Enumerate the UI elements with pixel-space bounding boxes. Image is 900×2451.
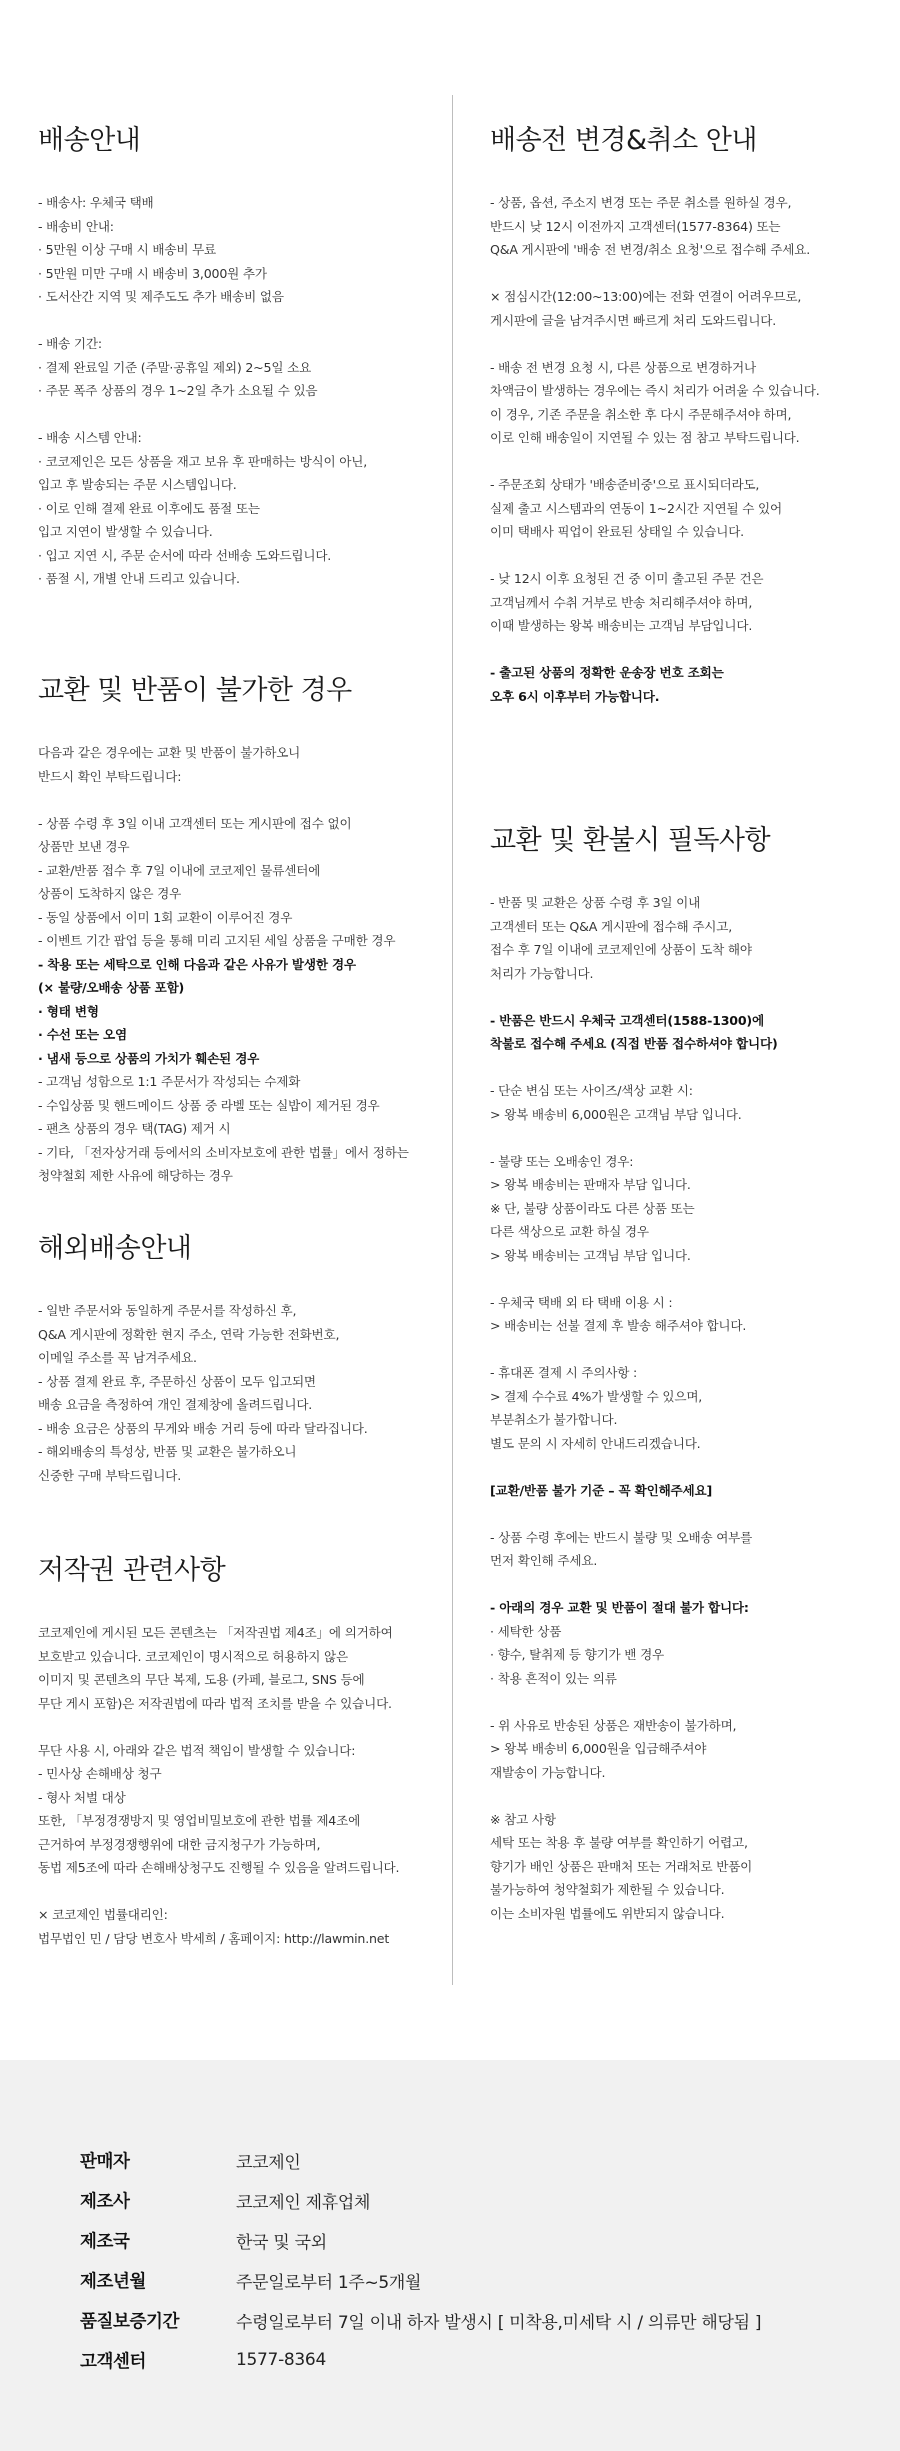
text-line: 무단 사용 시, 아래와 같은 법적 책임이 발생할 수 있습니다: [38, 1742, 356, 1758]
section-title: 배송전 변경&취소 안내 [490, 125, 757, 156]
line-spacer [490, 1056, 870, 1080]
line-spacer [38, 403, 438, 427]
text-line: · 5만원 미만 구매 시 배송비 3,000원 추가 [38, 265, 267, 281]
text-line: 동법 제5조에 따라 손해배상청구도 진행될 수 있음을 알려드립니다. [38, 1860, 400, 1875]
text-line: · 이로 인해 결제 완료 이후에도 품절 또는 [38, 500, 260, 516]
spec-row [80, 2220, 761, 2260]
spec-label: 제조국 [80, 2231, 130, 2252]
text-line: 법무법인 민 / 담당 변호사 박세희 / 홈페이지: http://lawmin.net [38, 1930, 390, 1946]
text-line: - 아래의 경우 교환 및 반품이 절대 불가 합니다: [490, 1600, 749, 1615]
text-line: × 코코제인 법률대리인: [38, 1907, 168, 1922]
text-line: 처리가 가능합니다. [490, 965, 594, 981]
text-line: 보호받고 있습니다. 코코제인이 명시적으로 허용하지 않은 [38, 1648, 348, 1664]
text-line: 상품이 도착하지 않은 경우 [38, 886, 182, 901]
text-line: 불가능하여 청약철회가 제한될 수 있습니다. [490, 1882, 725, 1897]
text-line: - 상품 수령 후에는 반드시 불량 및 오배송 여부를 [490, 1529, 753, 1545]
text-line: - 불량 또는 오배송인 경우: [490, 1153, 634, 1169]
text-line: ※ 참고 사항 [490, 1811, 556, 1827]
line-spacer [490, 1267, 870, 1291]
text-line: - 배송 시스템 안내: [38, 430, 142, 445]
text-line: 향기가 배인 상품은 판매처 또는 거래처로 반품이 [490, 1858, 753, 1874]
text-line: · 수선 또는 오염 [38, 1027, 127, 1042]
text-line: 이때 발생하는 왕복 배송비는 고객님 부담입니다. [490, 618, 753, 633]
section-title: 교환 및 환불시 필독사항 [490, 825, 771, 856]
text-line: 입고 후 발송되는 주문 시스템입니다. [38, 477, 237, 492]
text-line: 신중한 구매 부탁드립니다. [38, 1467, 182, 1483]
text-line: - 위 사유로 반송된 상품은 재반송이 불가하며, [490, 1717, 737, 1733]
text-line: - 착용 또는 세탁으로 인해 다음과 같은 사유가 발생한 경우 [38, 956, 356, 972]
text-line: - 고객님 성함으로 1:1 주문서가 작성되는 수제화 [38, 1074, 301, 1089]
text-line: - 동일 상품에서 이미 1회 교환이 이루어진 경우 [38, 909, 293, 925]
text-line: 별도 문의 시 자세히 안내드리겠습니다. [490, 1435, 701, 1451]
text-line: 게시판에 글을 남겨주시면 빠르게 처리 도와드립니다. [490, 312, 777, 328]
text-line: - 형사 처벌 대상 [38, 1789, 126, 1805]
spec-value: 수령일로부터 7일 이내 하자 발생시 [ 미착용,미세탁 시 / 의류만 해당됨 ] [236, 2312, 762, 2333]
line-spacer [38, 309, 438, 333]
text-line: · 품절 시, 개별 안내 드리고 있습니다. [38, 571, 240, 586]
text-line: > 왕복 배송비 6,000원을 입금해주셔야 [490, 1741, 707, 1756]
line-spacer [490, 1784, 870, 1808]
text-line: - 일반 주문서와 동일하게 주문서를 작성하신 후, [38, 1303, 297, 1318]
text-line: - 수입상품 및 핸드메이드 상품 중 라벨 또는 실밥이 제거된 경우 [38, 1097, 380, 1113]
section-title: 저작권 관련사항 [38, 1555, 226, 1586]
text-line: 차액금이 발생하는 경우에는 즉시 처리가 어려울 수 있습니다. [490, 383, 820, 398]
line-spacer [490, 985, 870, 1009]
no-exchange-section [38, 668, 438, 1188]
line-spacer [38, 1715, 438, 1739]
spec-value: 코코제인 제휴업체 [236, 2192, 371, 2213]
spec-label: 판매자 [80, 2151, 130, 2172]
text-line: · 도서산간 지역 및 제주도도 추가 배송비 없음 [38, 289, 284, 304]
section-title: 배송안내 [38, 125, 141, 156]
text-line: 입고 지연이 발생할 수 있습니다. [38, 524, 213, 539]
text-line: - 배송비 안내: [38, 218, 114, 234]
text-line: 고객센터 또는 Q&A 게시판에 접수해 주시고, [490, 918, 733, 934]
text-line: 오후 6시 이후부터 가능합니다. [490, 688, 660, 704]
product-info-footer [0, 2060, 900, 2451]
text-line: - 민사상 손해배상 청구 [38, 1766, 162, 1781]
text-line: [교환/반품 불가 기준 – 꼭 확인해주세요] [490, 1482, 713, 1498]
text-line: 다른 색상으로 교환 하실 경우 [490, 1224, 649, 1239]
text-line: > 배송비는 선불 결제 후 발송 해주셔야 합니다. [490, 1318, 747, 1333]
text-line: 상품만 보낸 경우 [38, 839, 130, 854]
text-line: - 팬츠 상품의 경우 택(TAG) 제거 시 [38, 1121, 231, 1136]
spec-row [80, 2340, 761, 2380]
line-spacer [490, 450, 870, 474]
line-spacer [490, 1455, 870, 1479]
spec-row [80, 2300, 761, 2340]
text-line: 실제 출고 시스템과의 연동이 1~2시간 지연될 수 있어 [490, 500, 782, 516]
section-title: 교환 및 반품이 불가한 경우 [38, 675, 352, 706]
text-line: · 향수, 탈취제 등 향기가 밴 경우 [490, 1647, 665, 1662]
text-line: · 세탁한 상품 [490, 1623, 562, 1639]
text-line: 무단 게시 포함)은 저작권법에 따라 법적 조치를 받을 수 있습니다. [38, 1695, 392, 1711]
text-line: - 배송 기간: [38, 336, 102, 351]
text-line: > 왕복 배송비는 판매자 부담 입니다. [490, 1177, 691, 1192]
line-spacer [38, 1880, 438, 1904]
spec-value: 한국 및 국외 [236, 2232, 327, 2253]
text-line: 착불로 접수해 주세요 (직접 반품 접수하셔야 합니다) [490, 1036, 778, 1051]
overseas-shipping-section [38, 1226, 438, 1487]
text-line: × 점심시간(12:00~13:00)에는 전화 연결이 어려우므로, [490, 289, 802, 304]
text-line: - 우체국 택배 외 타 택배 이용 시 : [490, 1294, 673, 1310]
text-line: 먼저 확인해 주세요. [490, 1553, 598, 1568]
text-line: · 형태 변형 [38, 1003, 99, 1019]
text-line: - 반품 및 교환은 상품 수령 후 3일 이내 [490, 895, 701, 910]
text-line: - 상품, 옵션, 주소지 변경 또는 주문 취소를 원하실 경우, [490, 195, 792, 210]
line-spacer [490, 1573, 870, 1597]
text-line: 세탁 또는 착용 후 불량 여부를 확인하기 어렵고, [490, 1835, 748, 1850]
text-line: - 해외배송의 특성상, 반품 및 교환은 불가하오니 [38, 1444, 297, 1459]
text-line: 이미지 및 콘텐츠의 무단 복제, 도용 (카페, 블로그, SNS 등에 [38, 1672, 365, 1687]
text-line: - 배송 전 변경 요청 시, 다른 상품으로 변경하거나 [490, 359, 756, 375]
spec-label: 고객센터 [80, 2351, 147, 2372]
text-line: 코코제인에 게시된 모든 콘텐츠는 「저작권법 제4조」에 의거하여 [38, 1625, 393, 1640]
text-line: (× 불량/오배송 상품 포함) [38, 980, 185, 995]
spec-value: 1577-8364 [236, 2350, 326, 2370]
text-line: · 입고 지연 시, 주문 순서에 따라 선배송 도와드립니다. [38, 547, 332, 563]
spec-value: 주문일로부터 1주~5개월 [236, 2272, 422, 2293]
text-line: 이 경우, 기존 주문을 취소한 후 다시 주문해주셔야 하며, [490, 406, 792, 422]
text-line: - 배송 요금은 상품의 무게와 배송 거리 등에 따라 달라집니다. [38, 1420, 368, 1436]
text-line: · 주문 폭주 상품의 경우 1~2일 추가 소요될 수 있음 [38, 383, 318, 398]
text-line: > 왕복 배송비는 고객님 부담 입니다. [490, 1247, 691, 1263]
text-line: - 낮 12시 이후 요청된 건 중 이미 출고된 주문 건은 [490, 571, 764, 586]
text-line: 청약철회 제한 사유에 해당하는 경우 [38, 1168, 233, 1183]
text-line: · 5만원 이상 구매 시 배송비 무료 [38, 242, 217, 257]
text-line: 또한, 「부정경쟁방지 및 영업비밀보호에 관한 법률 제4조에 [38, 1813, 361, 1828]
product-spec-table [80, 2140, 761, 2380]
text-line: 근거하여 부정경쟁행위에 대한 금지청구가 가능하며, [38, 1836, 321, 1852]
text-line: - 배송사: 우체국 택배 [38, 195, 154, 210]
shipping-info-section [38, 118, 438, 591]
column-divider [452, 95, 453, 1985]
text-line: · 착용 흔적이 있는 의류 [490, 1670, 617, 1686]
text-line: ※ 단, 불량 상품이라도 다른 상품 또는 [490, 1200, 695, 1216]
text-line: > 결제 수수료 4%가 발생할 수 있으며, [490, 1388, 703, 1404]
text-line: Q&A 게시판에 정확한 현지 주소, 연락 가능한 전화번호, [38, 1326, 340, 1342]
text-line: > 왕복 배송비 6,000원은 고객님 부담 입니다. [490, 1106, 742, 1122]
text-line: Q&A 게시판에 '배송 전 변경/취소 요청'으로 접수해 주세요. [490, 242, 811, 257]
spec-value: 코코제인 [236, 2152, 301, 2173]
text-line: - 주문조회 상태가 '배송준비중'으로 표시되더라도, [490, 477, 760, 492]
text-line: 이는 소비자원 법률에도 위반되지 않습니다. [490, 1905, 725, 1921]
text-line: - 반품은 반드시 우체국 고객센터(1588-1300)에 [490, 1012, 764, 1028]
spec-label: 제조사 [80, 2191, 130, 2212]
text-line: 다음과 같은 경우에는 교환 및 반품이 불가하오니 [38, 745, 301, 760]
spec-row [80, 2140, 761, 2180]
section-title: 해외배송안내 [38, 1233, 192, 1264]
text-line: 재발송이 가능합니다. [490, 1764, 606, 1780]
line-spacer [490, 1690, 870, 1714]
spec-label: 제조년월 [80, 2271, 147, 2292]
spec-label: 품질보증기간 [80, 2311, 180, 2332]
line-spacer [490, 262, 870, 286]
text-line: - 기타, 「전자상거래 등에서의 소비자보호에 관한 법률」에서 정하는 [38, 1144, 409, 1160]
text-line: 반드시 낮 12시 이전까지 고객센터(1577-8364) 또는 [490, 218, 781, 234]
line-spacer [38, 788, 438, 812]
text-line: - 상품 결제 완료 후, 주문하신 상품이 모두 입고되면 [38, 1373, 316, 1389]
change-cancel-section [490, 118, 870, 708]
text-line: - 상품 수령 후 3일 이내 고객센터 또는 게시판에 접수 없이 [38, 815, 352, 831]
text-line: - 이벤트 기간 팝업 등을 통해 미리 고지된 세일 상품을 구매한 경우 [38, 933, 396, 948]
text-line: · 결제 완료일 기준 (주말·공휴일 제외) 2~5일 소요 [38, 359, 312, 375]
text-line: 이메일 주소를 꼭 남겨주세요. [38, 1350, 197, 1365]
text-line: · 코코제인은 모든 상품을 재고 보유 후 판매하는 방식이 아닌, [38, 453, 368, 469]
text-line: - 단순 변심 또는 사이즈/색상 교환 시: [490, 1083, 693, 1098]
line-spacer [490, 638, 870, 662]
exchange-refund-section [490, 818, 870, 1925]
text-line: 이로 인해 배송일이 지연될 수 있는 점 참고 부탁드립니다. [490, 430, 800, 445]
spec-row [80, 2180, 761, 2220]
text-line: - 휴대폰 결제 시 주의사항 : [490, 1365, 638, 1380]
line-spacer [490, 332, 870, 356]
text-line: 접수 후 7일 이내에 코코제인에 상품이 도착 해야 [490, 942, 752, 957]
line-spacer [490, 1502, 870, 1526]
line-spacer [490, 1338, 870, 1362]
text-line: - 교환/반품 접수 후 7일 이내에 코코제인 물류센터에 [38, 862, 321, 878]
text-line: 고객님께서 수취 거부로 반송 처리해주셔야 하며, [490, 594, 753, 610]
text-line: 배송 요금을 측정하여 개인 결제창에 올려드립니다. [38, 1397, 313, 1412]
text-line: 이미 택배사 픽업이 완료된 상태일 수 있습니다. [490, 524, 744, 539]
line-spacer [490, 544, 870, 568]
spec-row [80, 2260, 761, 2300]
copyright-section [38, 1548, 438, 1950]
text-line: - 출고된 상품의 정확한 운송장 번호 조회는 [490, 665, 724, 680]
text-line: 부분취소가 불가합니다. [490, 1412, 618, 1427]
text-line: 반드시 확인 부탁드립니다: [38, 768, 182, 784]
line-spacer [490, 1126, 870, 1150]
text-line: · 냄새 등으로 상품의 가치가 훼손된 경우 [38, 1050, 260, 1066]
